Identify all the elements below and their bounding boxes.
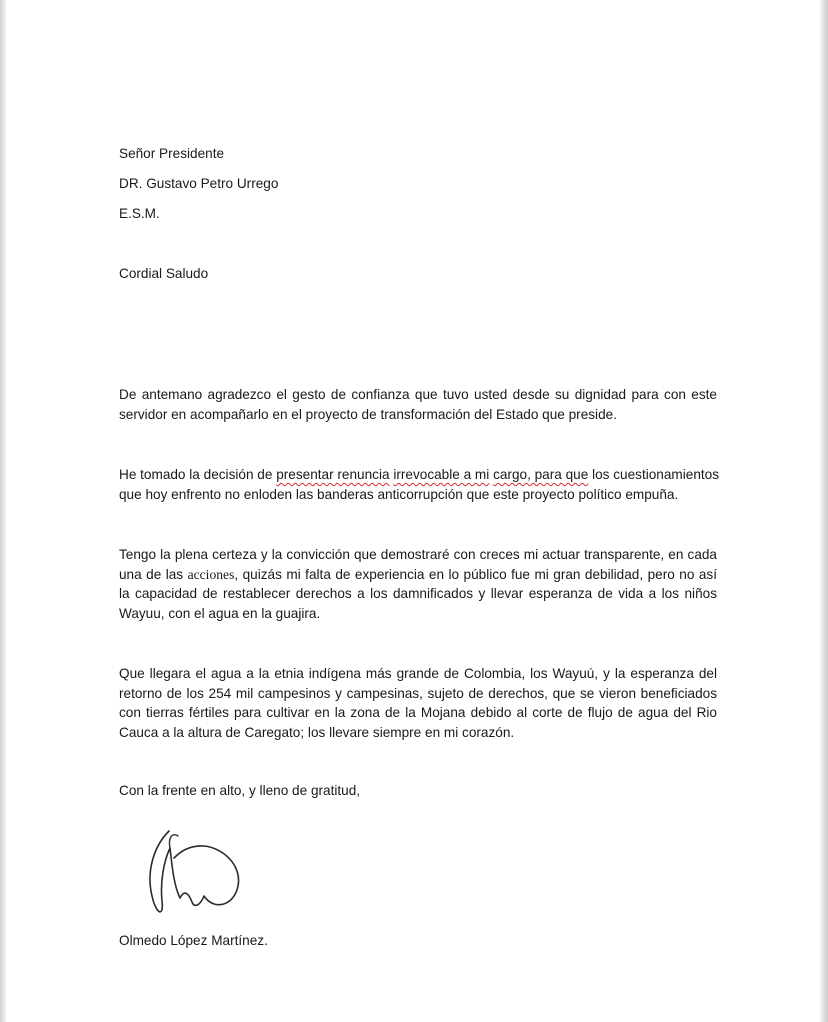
underlined-phrase: cargo, para que xyxy=(493,467,589,482)
text-run: , quizás mi falta de experiencia en lo público fue mi gran debilidad, pero no así xyxy=(234,566,717,582)
paragraph-1 xyxy=(119,385,717,424)
paragraph-3-line xyxy=(119,565,717,585)
paragraph-3-line: Wayuu, con el agua en la guajira. xyxy=(119,605,321,621)
paragraph-2-line xyxy=(119,465,720,485)
addressee-title: Señor Presidente xyxy=(119,146,225,161)
closing: Con la frente en alto, y lleno de gratitud, xyxy=(119,783,361,798)
addressee-honorific: E.S.M. xyxy=(119,206,160,221)
paragraph-2 xyxy=(119,465,720,504)
paragraph-4-line: Cauca a la altura de Caregato; los llevare siempre en mi corazón. xyxy=(119,724,515,740)
page-shadow-right xyxy=(820,0,828,1022)
text-run: He tomado la decisión de xyxy=(119,467,277,482)
paragraph-4-line: con tierras fértiles para cultivar en la zona de la Mojana debido al corte de flujo de agua del Rio xyxy=(119,705,717,720)
paragraph-4-line: Que llegara el agua a la etnia indígena más grande de Colombia, los Wayuú, y la esperanza del xyxy=(119,666,717,681)
letter-page xyxy=(6,0,820,1022)
text-run: una de las xyxy=(119,566,188,582)
paragraph-3-line: Tengo la plena certeza y la convicción que demostraré con creces mi actuar transparente, en cada xyxy=(119,547,717,562)
paragraph-4 xyxy=(119,664,717,742)
greeting: Cordial Saludo xyxy=(119,266,209,281)
paragraph-4-line: retorno de los 254 mil campesinos y campesinas, sujeto de derechos, que se vieron beneficiados xyxy=(119,685,717,701)
text-run: los cuestionamientos xyxy=(588,467,720,482)
underlined-phrase: irrevocable a mi xyxy=(393,467,490,482)
signature-name: Olmedo López Martínez. xyxy=(119,933,268,948)
text-run: acciones xyxy=(187,566,235,582)
paragraph-3 xyxy=(119,545,717,623)
handwritten-signature xyxy=(134,826,244,926)
addressee-name: DR. Gustavo Petro Urrego xyxy=(119,176,279,191)
paragraph-2-line: que hoy enfrento no enloden las banderas anticorrupción que este proyecto político empuña. xyxy=(119,486,679,502)
paragraph-1-line: servidor en acompañarlo en el proyecto de transformación del Estado que preside. xyxy=(119,406,617,422)
paragraph-1-line: De antemano agradezco el gesto de confianza que tuvo usted desde su dignidad para con este xyxy=(119,387,717,402)
paragraph-3-line: la capacidad de restablecer derechos a los damnificados y llevar esperanza de vida a los niños xyxy=(119,586,717,601)
underlined-phrase: presentar renuncia xyxy=(276,467,390,482)
